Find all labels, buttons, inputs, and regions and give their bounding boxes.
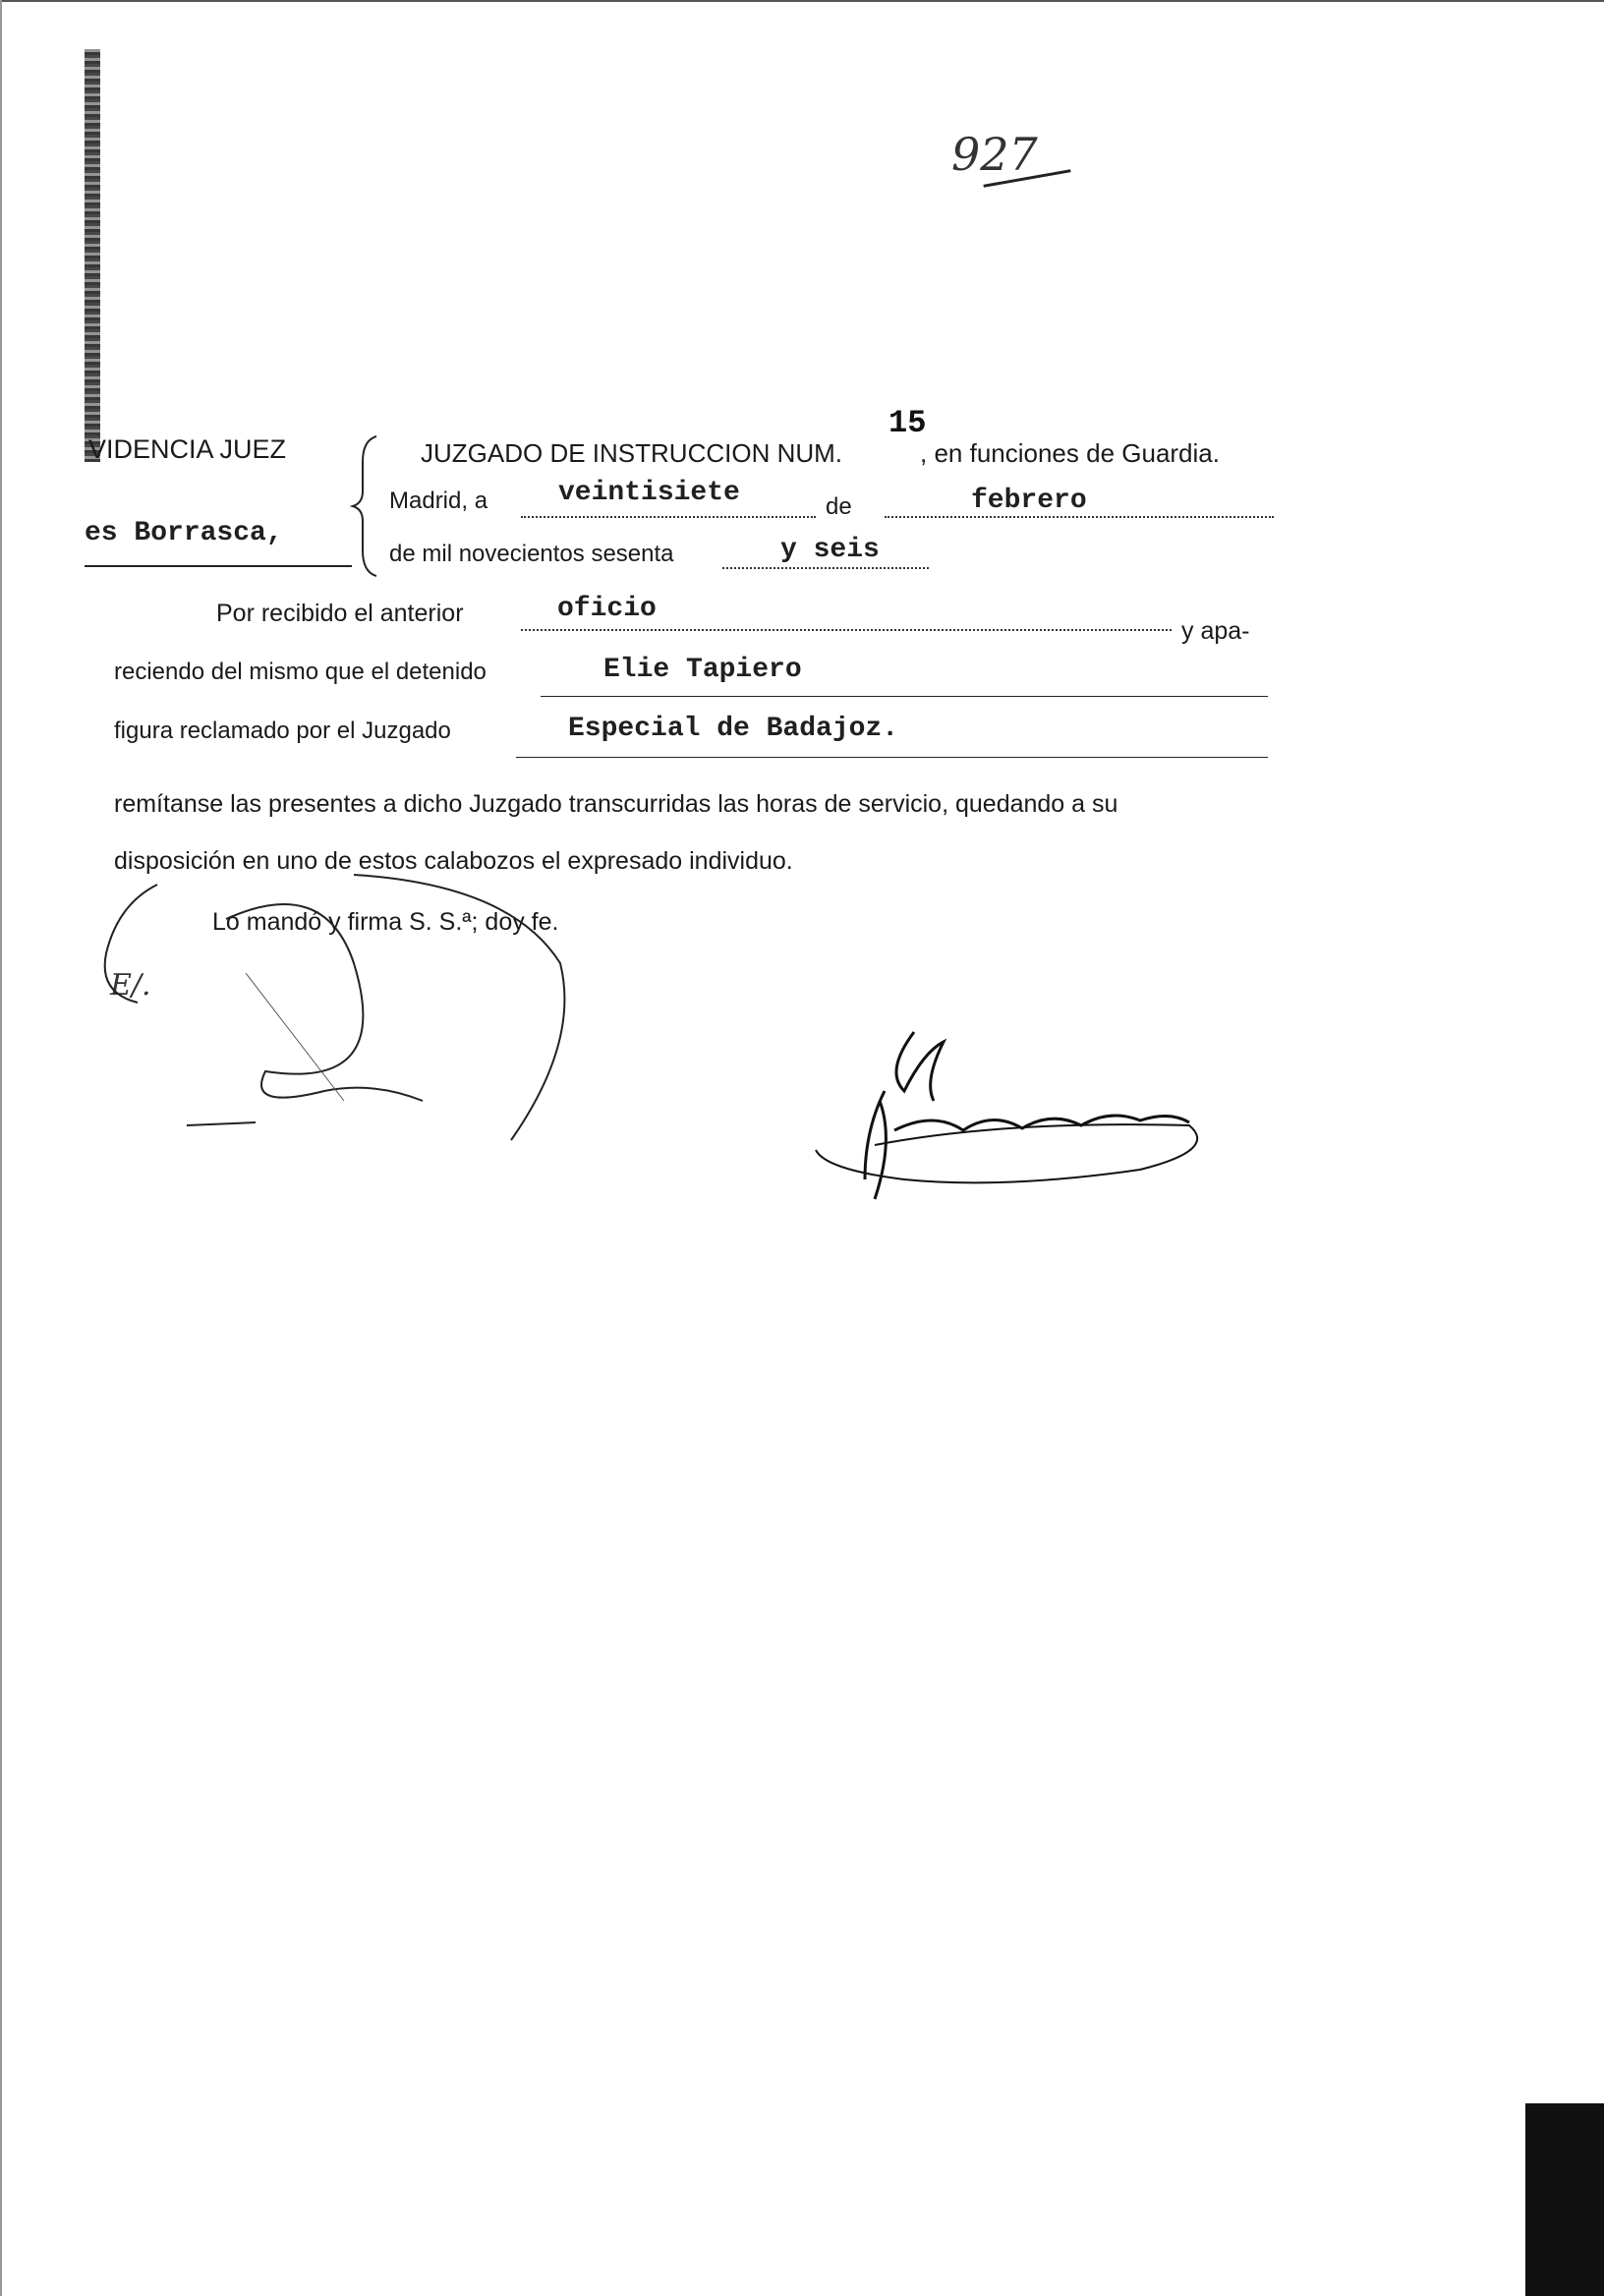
secretary-signature <box>806 1012 1219 1209</box>
court-line-prefix: JUZGADO DE INSTRUCCION NUM. <box>421 438 842 468</box>
margin-underline <box>85 565 352 567</box>
margin-name: es Borrasca, <box>85 518 283 548</box>
margin-title: VIDENCIA JUEZ <box>88 434 287 464</box>
detained-name: Elie Tapiero <box>603 655 802 685</box>
place-prefix: Madrid, a <box>389 488 488 514</box>
de-label: de <box>826 493 852 520</box>
body-line-5: disposición en uno de estos calabozos el expresado individuo. <box>114 847 793 875</box>
detained-field-line <box>541 696 1268 697</box>
margin-initials: E/. <box>110 968 151 1003</box>
claimed-court: Especial de Badajoz. <box>568 714 899 744</box>
month-field-line <box>885 516 1274 518</box>
received-doc: oficio <box>557 594 657 624</box>
court-line-suffix: , en funciones de Guardia. <box>920 438 1220 468</box>
handwritten-page-number: 927 <box>951 128 1038 181</box>
day-field-line <box>521 516 816 518</box>
month-value: febrero <box>971 486 1087 516</box>
received-suffix: y apa- <box>1181 617 1250 645</box>
day-value: veintisiete <box>558 478 740 508</box>
page-top-border <box>0 0 1604 2</box>
bracket-mark <box>349 432 388 580</box>
year-prefix: de mil novecientos sesenta <box>389 541 674 567</box>
detained-prefix: reciendo del mismo que el detenido <box>114 659 487 685</box>
judge-signature-flourish <box>98 845 590 1160</box>
body-line-4: remítanse las presentes a dicho Juzgado transcurridas las horas de servicio, quedando a su <box>114 790 1118 818</box>
year-value: y seis <box>780 535 880 565</box>
received-field-line <box>521 629 1172 631</box>
year-field-line <box>722 567 929 569</box>
scan-binding-edge <box>85 49 100 462</box>
scan-dark-corner <box>1525 2103 1604 2296</box>
claimed-field-line <box>516 757 1268 758</box>
court-number: 15 <box>888 405 927 441</box>
received-prefix: Por recibido el anterior <box>216 600 464 627</box>
scan-edge <box>0 0 2 2296</box>
closing-line: Lo mandó y firma S. S.ª; doy fe. <box>212 908 559 936</box>
claimed-prefix: figura reclamado por el Juzgado <box>114 718 451 744</box>
